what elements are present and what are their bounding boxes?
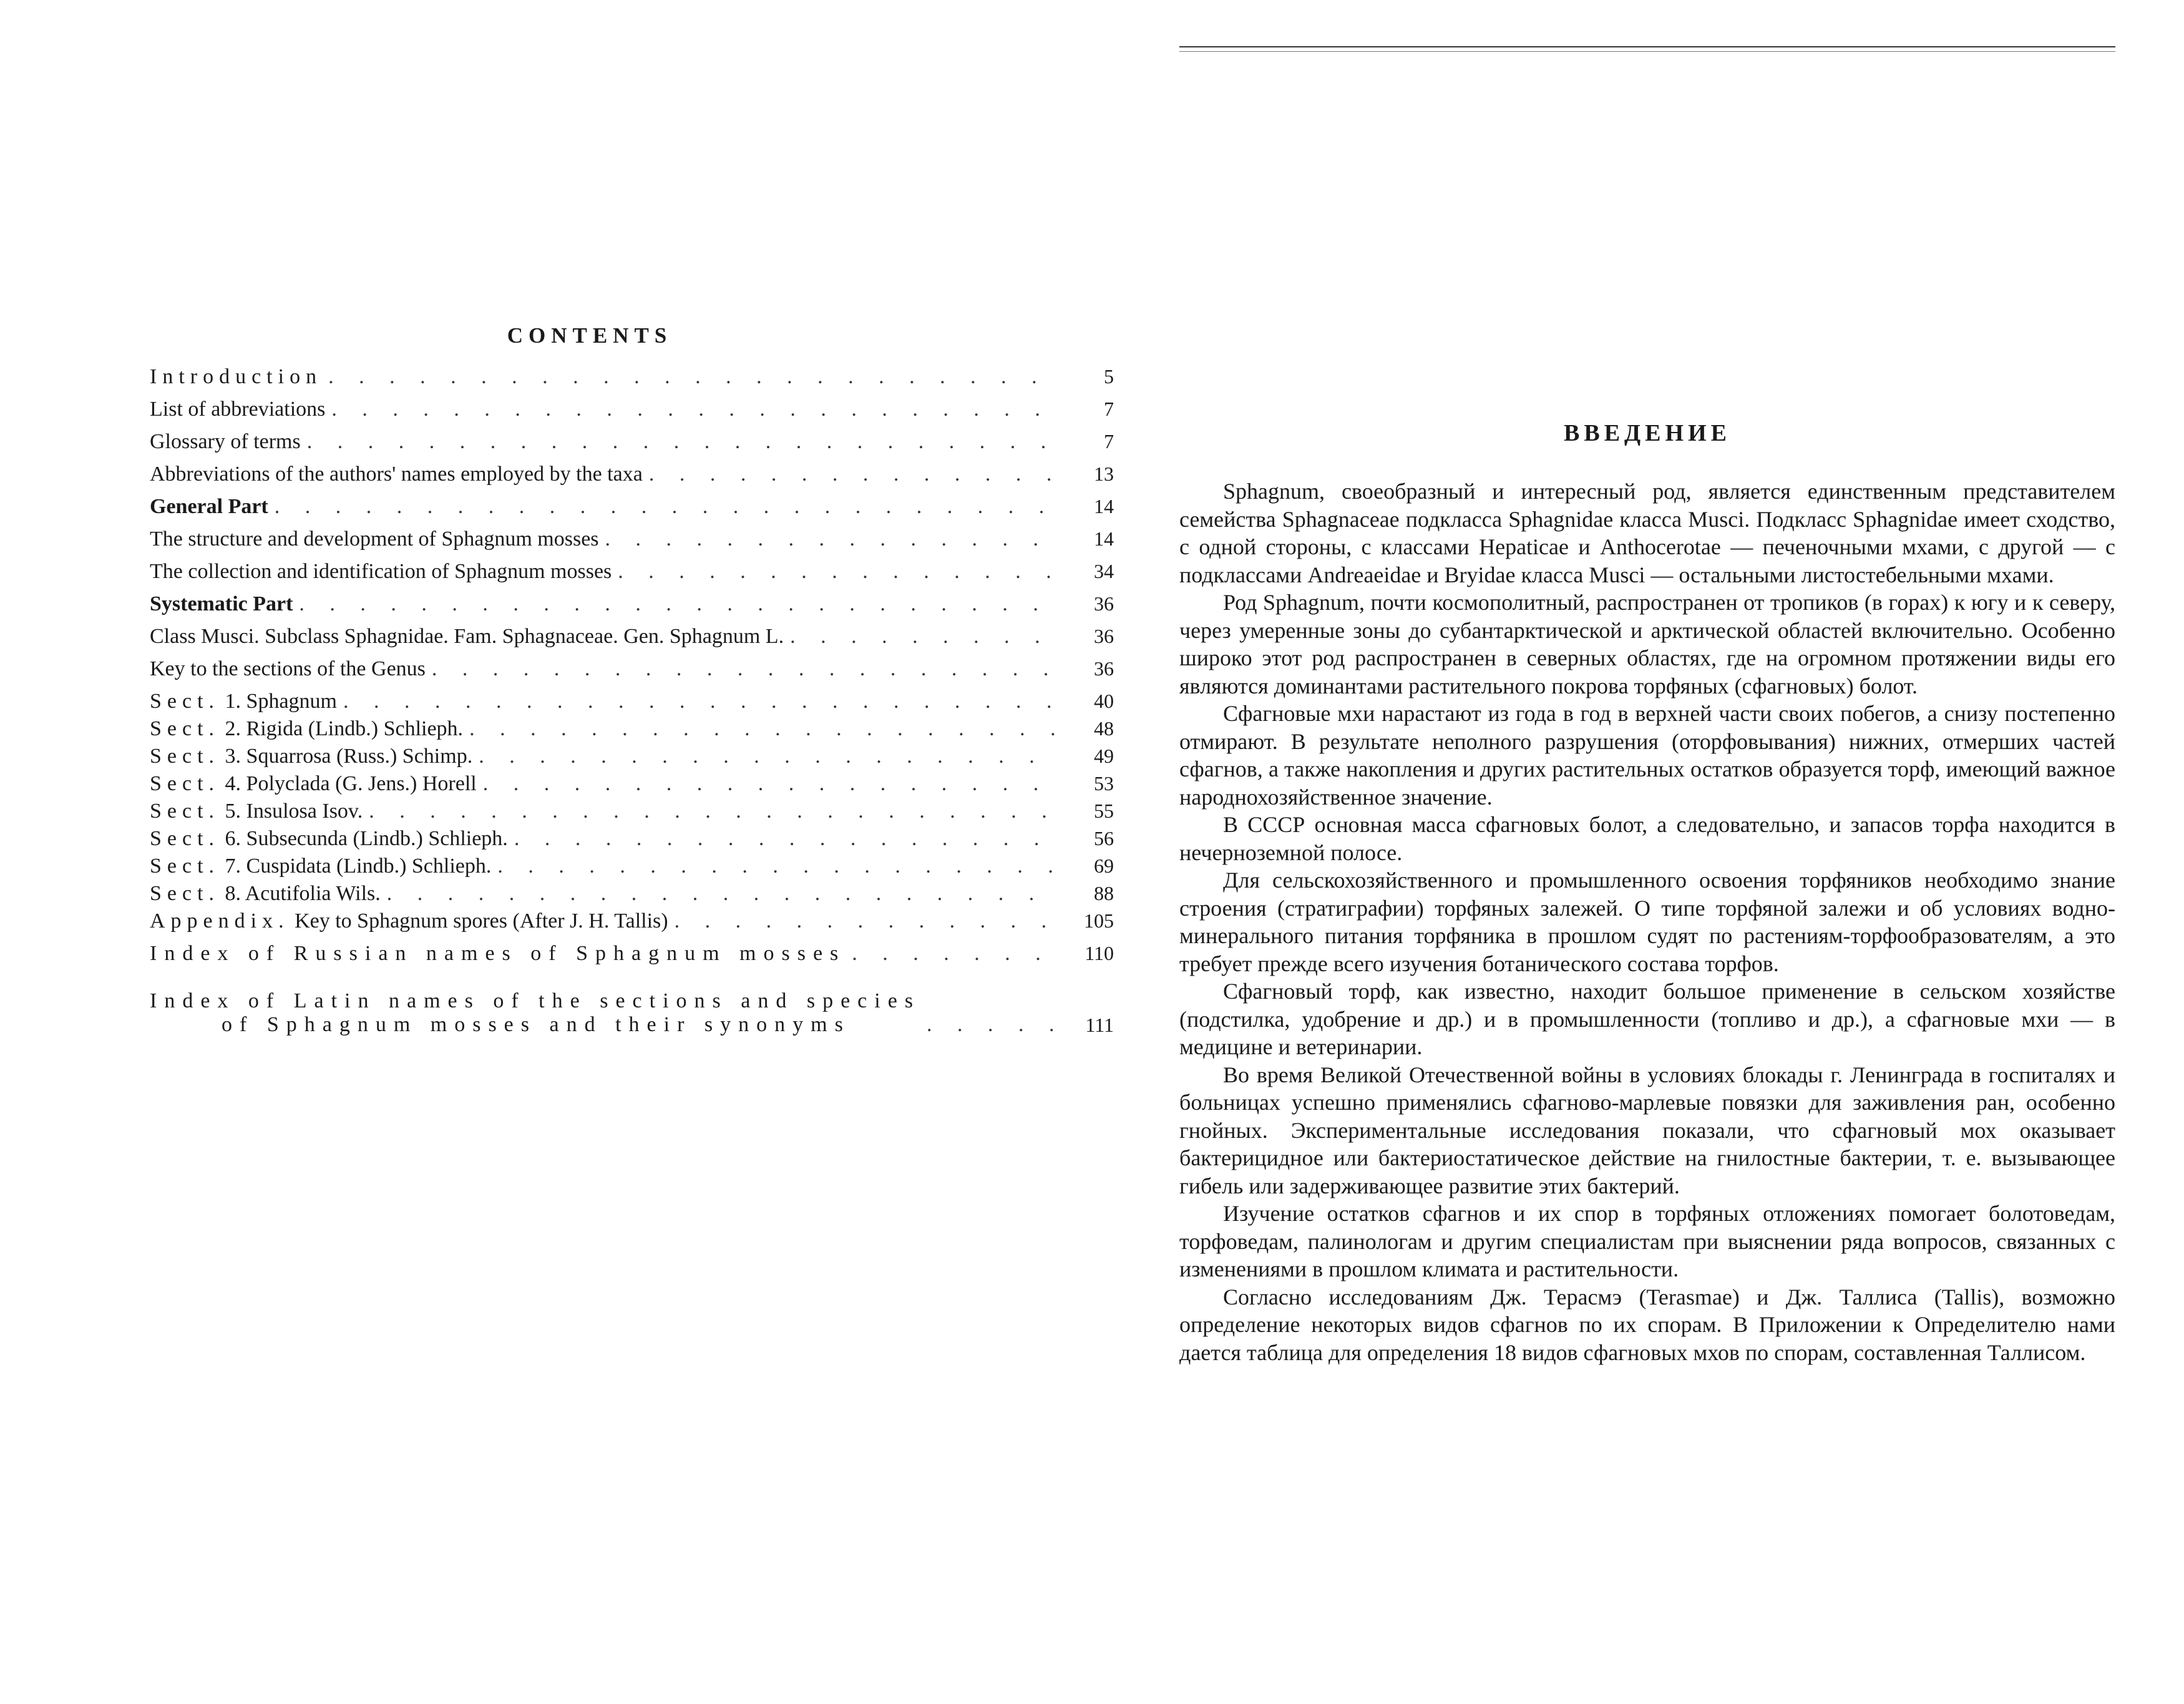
toc-label: Class Musci. Subclass Sphagnidae. Fam. Sphagnaceae. Gen. Sphagnum L. <box>150 625 784 648</box>
toc-row-systematic-part[interactable] <box>150 592 1114 625</box>
toc-label: Introduction <box>150 365 323 388</box>
toc-row-appendix[interactable] <box>150 909 1114 942</box>
toc-label-line-2: of Sphagnum mosses and their synonyms <box>222 1013 851 1036</box>
toc-row-sect-2[interactable] <box>150 717 1114 745</box>
intro-paragraph: Во время Великой Отечественной войны в условиях блокады г. Ленинграда в госпиталях и больницах успешно применялись сфагново-марлевые повязки для заживления ран, особенно гнойных. Экспериментальные исследования показали, что сфагновый мох оказывает бактерицидное или бактериостатическое действие на гнилостные бактерии, т. е. вызывающее гибель или задерживающее развитие этих бактерий. <box>1179 1062 2115 1198</box>
toc-label <box>150 745 472 768</box>
sect-title: 3. Squarrosa (Russ.) Schimp. <box>225 745 473 768</box>
intro-paragraph: Изучение остатков сфагнов и их спор в торфяных отложениях помогает болотоведам, торфоведам, палинологам и другим специалистам при выяснении ряда вопросов, связанных с изменениями в прошлом климата и растительности. <box>1179 1201 2115 1281</box>
toc-row-author-abbreviations[interactable] <box>150 463 1114 495</box>
toc-page: 36 <box>1094 592 1114 615</box>
toc-page: 88 <box>1094 882 1114 904</box>
toc-row-sect-8[interactable] <box>150 882 1114 909</box>
sect-title: 6. Subsecunda (Lindb.) Schlieph. <box>225 827 508 850</box>
toc-leader <box>852 942 1058 966</box>
intro-paragraph: Сфагновый торф, как известно, находит большое применение в сельском хозяйстве (подстилка, удобрение и др.) и в промышленности (топливо и др.), а сфагновые мхи — в медицине и ветеринарии. <box>1179 979 2115 1059</box>
sect-title: 7. Cuspidata (Lindb.) Schlieph. <box>225 854 492 878</box>
toc-row-sect-1[interactable] <box>150 690 1114 717</box>
toc-page: 105 <box>1084 909 1114 932</box>
toc-label: Systematic Part <box>150 592 293 615</box>
toc-row-class-musci[interactable] <box>150 625 1114 657</box>
toc-row-sect-5[interactable] <box>150 800 1114 827</box>
toc-page: 36 <box>1094 657 1114 680</box>
toc-leader <box>328 365 1058 389</box>
toc-leader <box>343 690 1058 713</box>
toc-row-sect-3[interactable] <box>150 745 1114 772</box>
sect-word: Sect. <box>150 854 220 878</box>
toc-label: Abbreviations of the authors' names employed by the taxa <box>150 463 643 486</box>
toc-page: 56 <box>1094 827 1114 850</box>
toc-page: 48 <box>1094 717 1114 740</box>
toc-page: 55 <box>1094 800 1114 822</box>
toc-leader <box>275 495 1058 519</box>
sect-word: Sect. <box>150 717 220 740</box>
toc-label: The collection and identification of Sphagnum mosses <box>150 560 612 583</box>
toc-leader <box>369 800 1058 823</box>
intro-paragraph: Сфагновые мхи нарастают из года в год в верхней части своих побегов, а снизу постепенно отмирают. В результате неполного разрушения (оторфовывания) нижних, отмерших частей сфагнов, а также накопления и других растительных остатков образуется торф, имеющий важное народнохозяйственное значение. <box>1179 701 2115 810</box>
sect-word: Sect. <box>150 800 220 823</box>
toc-page: 7 <box>1104 398 1114 420</box>
sect-title: 2. Rigida (Lindb.) Schlieph. <box>225 717 464 740</box>
toc-row-sect-4[interactable] <box>150 772 1114 800</box>
toc-leader <box>927 1013 1058 1037</box>
toc-label: Glossary of terms <box>150 430 301 453</box>
toc-label: General Part <box>150 495 268 518</box>
toc-page: 40 <box>1094 690 1114 712</box>
intro-paragraph: В СССР основная масса сфагновых болот, а следовательно, и запасов торфа находится в нечерноземной полосе. <box>1179 812 2115 865</box>
toc-label: The structure and development of Sphagnum mosses <box>150 527 599 551</box>
toc-row-sect-7[interactable] <box>150 854 1114 882</box>
toc-row-structure[interactable] <box>150 527 1114 560</box>
toc-leader <box>299 592 1058 616</box>
sect-word: Sect. <box>150 690 220 713</box>
sect-word: Sect. <box>150 772 220 795</box>
toc-leader <box>618 560 1058 584</box>
toc-label <box>150 690 337 713</box>
toc-page: 110 <box>1085 942 1114 964</box>
toc-row-abbreviations[interactable] <box>150 398 1114 430</box>
sect-word: Sect. <box>150 745 220 768</box>
top-rule <box>1179 46 2115 52</box>
toc-leader <box>497 854 1058 878</box>
toc-page: 34 <box>1094 560 1114 582</box>
contents-title: CONTENTS <box>507 323 673 348</box>
toc-label <box>150 882 381 906</box>
toc-label-line-1: Index of Latin names of the sections and species <box>150 989 921 1012</box>
appendix-title: Key to Sphagnum spores (After J. H. Tallis) <box>295 909 668 933</box>
sect-title: 5. Insulosa Isov. <box>225 800 363 823</box>
sect-word: Sect. <box>150 827 220 850</box>
toc-leader <box>307 430 1058 454</box>
toc-row-general-part[interactable] <box>150 495 1114 527</box>
toc-leader <box>649 463 1058 486</box>
toc-leader <box>469 717 1058 741</box>
toc-leader <box>387 882 1058 906</box>
toc-label <box>150 717 463 741</box>
toc-row-latin-index[interactable] <box>150 974 1114 1037</box>
toc-leader <box>432 657 1058 681</box>
toc-page: 14 <box>1094 527 1114 550</box>
toc-page: 13 <box>1094 463 1114 485</box>
toc-page: 49 <box>1094 745 1114 767</box>
toc-label: Index of Russian names of Sphagnum mosses <box>150 942 846 965</box>
intro-paragraph: Для сельскохозяйственного и промышленного освоения торфяников необходимо знание строения (стратиграфии) торфяных залежей. О типе торфяной залежи и об условиях водно-минерального питания торфяника в прошлом судят по растениям-торфообразователям, а это требует прежде всего изучения ботанического состава торфов. <box>1179 868 2115 976</box>
toc-label <box>150 854 491 878</box>
sect-title: 8. Acutifolia Wils. <box>225 882 381 905</box>
toc-label <box>150 909 668 933</box>
toc-leader <box>675 909 1058 933</box>
toc-leader <box>483 772 1058 796</box>
table-of-contents <box>150 365 1114 1037</box>
toc-leader <box>605 527 1058 551</box>
toc-page: 14 <box>1094 495 1114 517</box>
intro-paragraph: Согласно исследованиям Дж. Терасмэ (Terasmae) и Дж. Таллиса (Tallis), возможно определение некоторых видов сфагнов по их спорам. В Приложении к Определителю нами дается таблица для определения 18 видов сфагновых мхов по спорам, составленная Таллисом. <box>1179 1284 2115 1365</box>
toc-label: Key to the sections of the Genus <box>150 657 426 680</box>
intro-paragraph: Род Sphagnum, почти космополитный, распространен от тропиков (в горах) к югу и к северу, через умеренные зоны до субантарктической и арктической областей включительно. Особенно широко этот род распространен в северных областях, где на огромном протяжении виды его являются доминантами растительного покрова торфяных (сфагновых) болот. <box>1179 590 2115 698</box>
toc-label <box>150 827 508 851</box>
toc-row-introduction[interactable] <box>150 365 1114 398</box>
appendix-word: Appendix. <box>150 909 290 933</box>
toc-page: 5 <box>1104 365 1114 388</box>
toc-leader <box>514 827 1058 851</box>
sect-word: Sect. <box>150 882 220 905</box>
toc-page: 7 <box>1104 430 1114 453</box>
sect-title: 1. Sphagnum <box>225 690 337 713</box>
intro-paragraph: Sphagnum, своеобразный и интересный род, является единственным представителем семейства Sphagnaceae подкласса Sphagnidae класса Musci. Подкласс Sphagnidae имеет сходство, с одной стороны, с классами Hepaticae и Anthocerotae — печеночными мхами, с другой — с подклассами Andreaeidae и Bryidae класса Musci — остальными листостебельными мхами. <box>1179 479 2115 587</box>
toc-row-collection[interactable] <box>150 560 1114 592</box>
toc-leader <box>790 625 1058 649</box>
toc-page: 69 <box>1094 854 1114 877</box>
intro-body <box>1179 477 2115 1366</box>
toc-label <box>150 772 477 796</box>
toc-label: List of abbreviations <box>150 398 326 421</box>
intro-heading: ВВЕДЕНИЕ <box>1564 420 1731 446</box>
toc-row-sect-6[interactable] <box>150 827 1114 854</box>
toc-page: 36 <box>1094 625 1114 647</box>
toc-page: 111 <box>1085 1014 1114 1036</box>
toc-row-glossary[interactable] <box>150 430 1114 463</box>
toc-row-key-sections[interactable] <box>150 657 1114 690</box>
sect-title: 4. Polyclada (G. Jens.) Horell <box>225 772 477 795</box>
toc-label <box>150 989 920 1037</box>
toc-row-russian-index[interactable] <box>150 942 1114 974</box>
toc-page: 53 <box>1094 772 1114 795</box>
toc-leader <box>479 745 1058 768</box>
toc-leader <box>331 398 1058 421</box>
toc-label <box>150 800 363 823</box>
